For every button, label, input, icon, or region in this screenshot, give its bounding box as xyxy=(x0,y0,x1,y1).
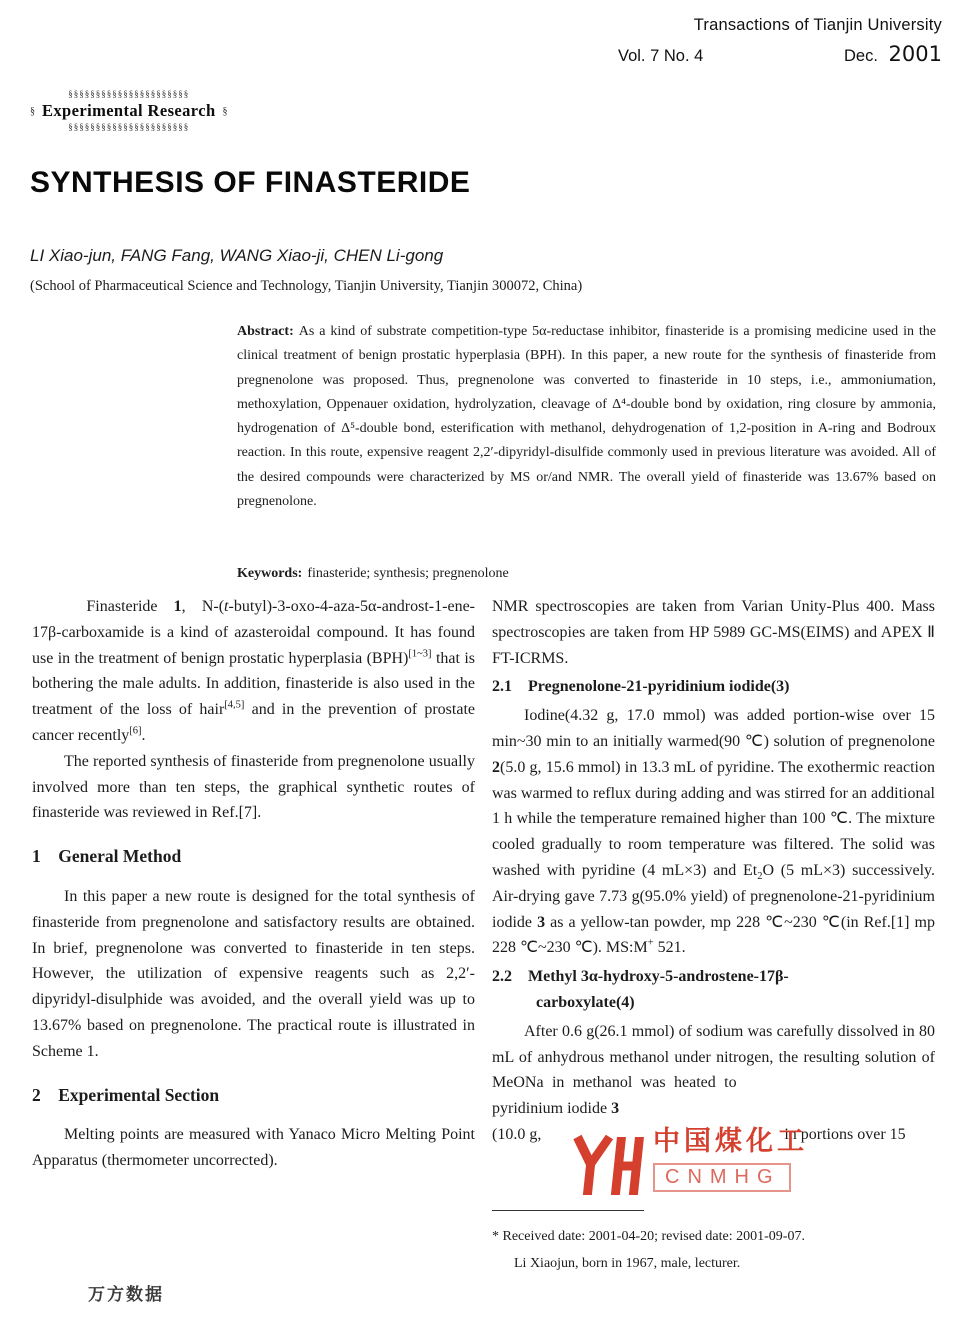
section-heading xyxy=(32,844,475,870)
text-run: 2.1 Pregnenolone-21-pyridinium iodide(3) xyxy=(492,678,790,696)
badge-border-top: §§§§§§§§§§§§§§§§§§§§§§ xyxy=(68,89,190,99)
abstract-text: As a kind of substrate competition-type 5α-reductase inhibitor, finasteride is a promising medicine used in the clinical treatment of benign prostatic hyperplasia (BPH). In this paper, a new route for the synthesis of finasteride from pregnenolone was proposed. Thus, pregnenolone was converted to finasteride in 10 steps, i.e., ammoniumation, methoxylation, Oppenauer oxidation, hydrolyzation, cleavage of Δ⁴-double bond by oxidation, ring closure by ammonia, hydrogenation of Δ⁵-double bond, esterification with methanol, dehydrogenation of 1,2-position in A-ring and Bodroux reaction. In this route, expensive reagent 2,2′-dipyridyl-disulfide commonly used in previous literature was avoided. All of the desired compounds were characterized by MS or/and NMR. The overall yield of finasteride was 13.67% based on pregnenolone. xyxy=(237,324,936,510)
paragraph xyxy=(32,594,475,749)
text-run: 2 Experimental Section xyxy=(32,1084,220,1105)
paragraph xyxy=(492,703,935,961)
journal-header xyxy=(612,16,942,66)
journal-name: Transactions of Tianjin University xyxy=(693,16,942,34)
badge-label: Experimental Research xyxy=(42,101,216,120)
publisher-watermark xyxy=(560,1126,808,1200)
journal-year: 2001 xyxy=(888,42,942,66)
text-run: and in the prevention of prostate cancer recently xyxy=(32,701,475,744)
text-run: NMR spectroscopies are taken from Varian Unity-Plus 400. Mass spectroscopies are taken from HP 5989 GC-MS(EIMS) and APEX Ⅱ FT-ICRMS. xyxy=(492,598,935,667)
authors: LI Xiao-jun, FANG Fang, WANG Xiao-ji, CHEN Li-gong xyxy=(30,246,444,265)
keywords xyxy=(237,566,936,582)
keywords-label: Keywords: xyxy=(237,566,303,581)
text-run: 3 xyxy=(537,913,546,931)
text-run: 1 General Method xyxy=(32,846,182,867)
text-run: in portions over 15 xyxy=(780,1125,906,1143)
text-run: 2.2 Methyl 3α-hydroxy-5-androstene-17β- xyxy=(492,968,789,986)
text-run: -butyl)-3-oxo-4-aza-5α-androst-1-ene-17β-carboxamide is a kind of azasteroidal compound. It has found use in the treatment of benign prostatic hyperplasia (BPH) xyxy=(32,598,475,667)
text-run: Iodine(4.32 g, 17.0 mmol) was added portion-wise over 15 min~30 min to an initially warmed(90 ℃) solution of pregnenolone xyxy=(492,707,935,750)
text-run: Melting points are measured with Yanaco Micro Melting Point Apparatus (thermometer uncorrected). xyxy=(32,1126,475,1170)
journal-month: Dec. xyxy=(844,47,878,65)
reference-mark: [1~3] xyxy=(408,648,432,660)
text-run: In this paper a new route is designed for the total synthesis of finasteride from pregnenolone and satisfactory results are obtained. In brief, pregnenolone was converted to finasteride in ten steps. However, the utilization of expensive reagents such as 2,2′-dipyridyl-disulphide was avoided, and the overall yield was up to 13.67% based on pregnenolone. The practical route is illustrated in Scheme 1. xyxy=(32,887,475,1060)
text-run: 521. xyxy=(653,939,686,957)
text-run: O (5 mL×3) successively. Air-drying gave 7.73 g(95.0% yield) of pregnenolone-21-pyridinium iodide xyxy=(492,861,936,931)
text-run: t xyxy=(224,598,229,615)
reference-mark: [4,5] xyxy=(224,699,245,711)
footnote xyxy=(492,1210,935,1277)
text-run: 1 xyxy=(173,598,182,615)
reference-mark: 2 xyxy=(757,871,763,883)
text-run: (10.0 g, xyxy=(492,1125,546,1143)
paragraph xyxy=(32,884,475,1065)
column-left xyxy=(32,594,475,1174)
text-run: as a yellow-tan powder, mp 228 ℃~230 ℃(in Ref.[1] mp 228 ℃~230 ℃). MS:M xyxy=(492,913,935,957)
paragraph xyxy=(32,749,475,826)
section-heading xyxy=(492,964,935,1016)
watermark-text xyxy=(653,1126,808,1192)
watermark-logo-icon xyxy=(560,1132,644,1200)
text-run: that is bothering the male adults. In addition, finasteride is also used in the treatment of the loss of hair xyxy=(32,649,475,719)
text-run xyxy=(745,1086,935,1087)
text-run: After 0.6 g(26.1 mmol) of sodium was carefully dissolved in 80 mL of anhydrous methanol under nitrogen, the resulting solution of MeONa in methanol was heated to xyxy=(492,1022,935,1092)
column-right xyxy=(492,594,935,1148)
journal-issue-line xyxy=(612,42,942,66)
footnote-bio: Li Xiaojun, born in 1967, male, lecturer. xyxy=(514,1256,741,1271)
paper-title: SYNTHESIS OF FINASTERIDE xyxy=(30,166,471,199)
text-run: Finasteride xyxy=(86,598,174,615)
abstract-label: Abstract: xyxy=(237,324,294,339)
journal-date xyxy=(844,42,942,66)
text-run: The reported synthesis of finasteride from pregnenolone usually involved more than ten steps, the graphical synthetic routes of finasteride was reviewed in Ref.[7]. xyxy=(32,752,475,822)
footnote-rule xyxy=(492,1210,644,1211)
reference-mark: [6] xyxy=(129,725,142,737)
journal-volume: Vol. 7 No. 4 xyxy=(618,47,704,65)
badge-border-bottom: §§§§§§§§§§§§§§§§§§§§§§ xyxy=(68,122,190,132)
text-run: . xyxy=(141,726,146,744)
section-heading xyxy=(492,674,935,700)
text-run: (5.0 g, 15.6 mmol) in 13.3 mL of pyridine. The exothermic reaction was warmed to reflux during adding and was stirred for an additional 1 h while the temperature remained higher than 100 ℃. The mixture cooled gradually to room temperature was filtered. The solid was washed with pyridine (4 mL×3) and Et xyxy=(492,758,935,879)
text-run: 2 xyxy=(492,758,500,776)
affiliation: (School of Pharmaceutical Science and Technology, Tianjin University, Tianjin 300072, China) xyxy=(30,278,583,294)
footnote-received: * Received date: 2001-04-20; revised date: 2001-09-07. xyxy=(492,1229,805,1244)
text-run: , N-( xyxy=(181,598,225,615)
text-run: carboxylate(4) xyxy=(536,993,635,1011)
text-run: 3 xyxy=(611,1100,620,1118)
badge-row xyxy=(30,99,228,123)
watermark-cn-text: 中国煤化工 xyxy=(653,1126,808,1157)
badge-border-left: § xyxy=(30,105,35,117)
badge-border-right: § xyxy=(222,105,228,117)
keywords-text: finasteride; synthesis; pregnenolone xyxy=(307,566,509,581)
text-run: pyridinium iodide xyxy=(492,1100,612,1118)
abstract xyxy=(237,320,936,514)
paragraph xyxy=(492,594,935,671)
watermark-en-text: CNMHG xyxy=(653,1163,791,1192)
reference-mark: + xyxy=(647,938,654,950)
wanfang-stamp: 万方数据 xyxy=(88,1285,164,1305)
section-heading xyxy=(32,1083,475,1109)
research-type-badge xyxy=(30,90,228,132)
paragraph xyxy=(32,1122,475,1174)
